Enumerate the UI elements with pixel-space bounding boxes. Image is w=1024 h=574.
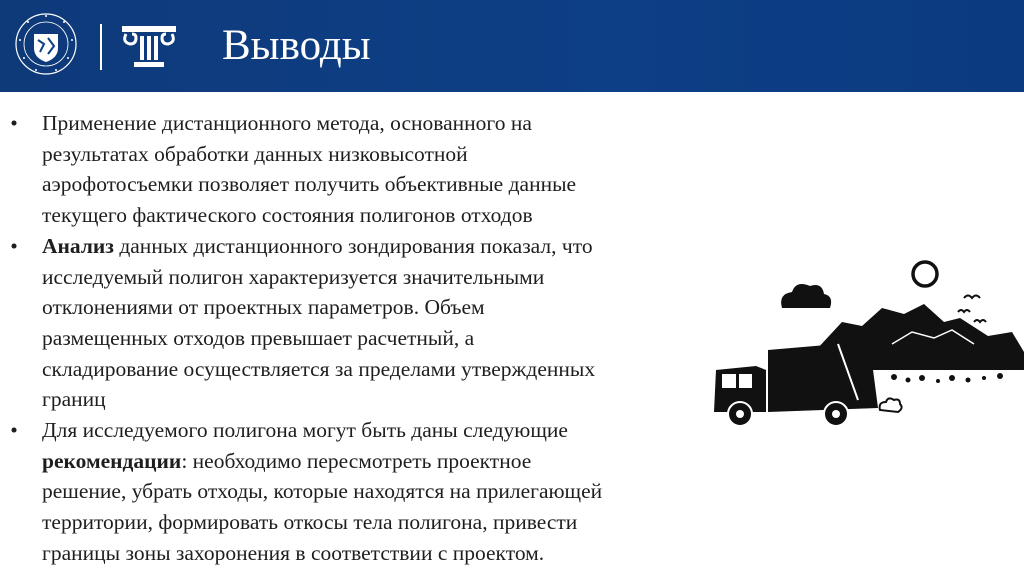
bullet-3-line-3: решение, убрать отходы, которые находятся на прилегающей [42, 479, 603, 504]
bullet-marker: • [10, 111, 18, 135]
bullet-2-line-5: складирование осуществляется за пределами утвержденных [42, 356, 596, 381]
bullet-3-line-1: Для исследуемого полигона могут быть даны следующие [42, 418, 568, 443]
list-item [0, 415, 720, 569]
bullet-1-line-1: Применение дистанционного метода, основанного на [42, 111, 532, 135]
header-bar [0, 0, 1024, 92]
bullet-2-line-3: отклонениями от проектных параметров. Объем [42, 295, 485, 320]
bullet-2-line-2: исследуемый полигон характеризуется значительными [42, 264, 545, 289]
bullet-3-line-5: границы зоны захоронения в соответствии с проектом. [42, 540, 545, 565]
list-item [0, 231, 720, 415]
bullet-3-bold-word: рекомендации [42, 448, 182, 473]
bullet-2-line-1: данных дистанционного зондирования показал, что [113, 233, 593, 258]
bullet-1-line-4: текущего фактического состояния полигонов отходов [42, 203, 533, 228]
logo-divider [100, 24, 102, 70]
bullet-marker: • [10, 418, 18, 443]
bullet-1-line-3: аэрофотосъемки позволяет получить объективные данные [42, 172, 577, 197]
university-crest-icon [14, 12, 78, 76]
page-title: Выводы [222, 22, 371, 69]
bullet-1-line-2: результатах обработки данных низковысотной [42, 141, 468, 166]
bullet-marker: • [10, 233, 18, 258]
bullet-3-line-4: территории, формировать откосы тела полигона, привести [42, 510, 578, 535]
bullet-2-bold-lead: Анализ [42, 233, 114, 258]
column-capital-icon [118, 22, 180, 70]
bullet-3-line-2: : необходимо пересмотреть проектное [181, 448, 532, 473]
bullet-2-line-6: границ [42, 387, 106, 412]
list-item [0, 108, 720, 231]
bullet-2-line-4: размещенных отходов превышает расчетный, а [42, 325, 475, 350]
conclusions-list [0, 108, 720, 569]
garbage-truck-landfill-icon [712, 252, 1024, 430]
